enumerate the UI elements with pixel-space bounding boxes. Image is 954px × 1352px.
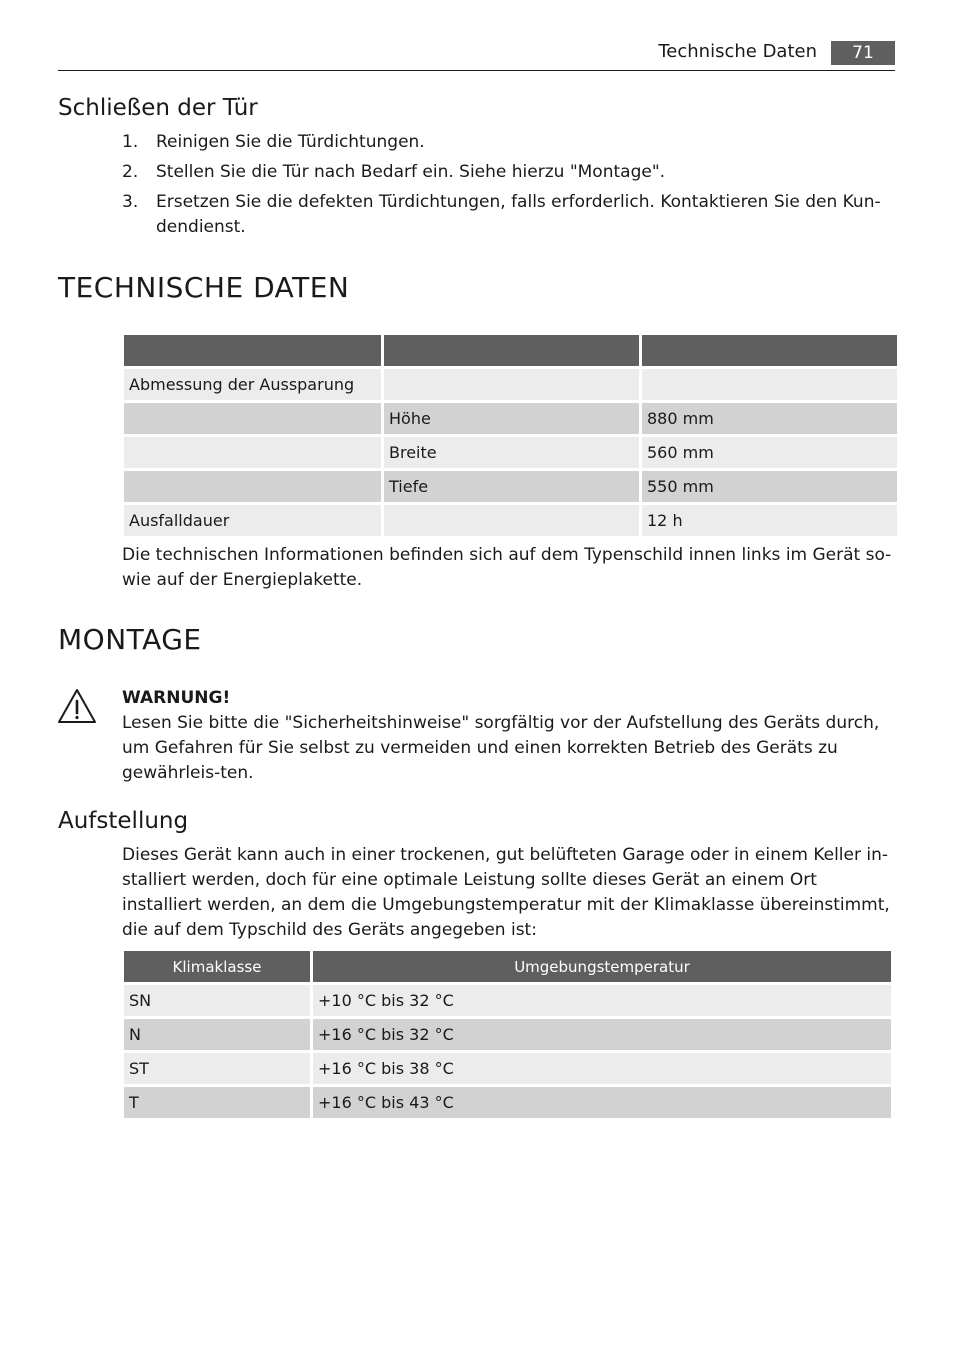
table-cell xyxy=(642,369,897,400)
table-row xyxy=(124,403,897,434)
page-number: 71 xyxy=(831,41,895,65)
list-item xyxy=(122,130,894,155)
table-cell: N xyxy=(124,1019,310,1050)
closing-heading: Schließen der Tür xyxy=(58,95,258,121)
table-header-cell xyxy=(642,335,897,366)
table-row xyxy=(124,437,897,468)
table-cell: 12 h xyxy=(642,505,897,536)
table-cell: Höhe xyxy=(384,403,639,434)
table-cell xyxy=(384,505,639,536)
step-text: Reinigen Sie die Türdichtungen. xyxy=(156,132,425,152)
tech-data-table xyxy=(121,332,900,539)
table-header-cell: Umgebungstemperatur xyxy=(313,951,891,982)
header-section-title: Technische Daten xyxy=(658,41,817,62)
climate-class-table xyxy=(121,948,894,1121)
table-row xyxy=(124,1087,891,1118)
warning-title: WARNUNG! xyxy=(122,688,231,708)
table-cell xyxy=(124,437,381,468)
closing-steps-list xyxy=(122,130,894,245)
table-cell: Tiefe xyxy=(384,471,639,502)
table-cell: +16 °C bis 32 °C xyxy=(313,1019,891,1050)
table-cell: Abmessung der Aussparung xyxy=(124,369,381,400)
aufstellung-heading: Aufstellung xyxy=(58,808,189,834)
step-number: 2. xyxy=(122,162,139,182)
table-header-row xyxy=(124,951,891,982)
table-cell: T xyxy=(124,1087,310,1118)
table-cell xyxy=(124,471,381,502)
table-row xyxy=(124,985,891,1016)
tech-data-heading: TECHNISCHE DATEN xyxy=(58,271,350,304)
table-cell: Breite xyxy=(384,437,639,468)
table-header-cell xyxy=(124,335,381,366)
table-row xyxy=(124,1053,891,1084)
aufstellung-text: Dieses Gerät kann auch in einer trockenen, gut belüfteten Garage oder in einem Keller in-stalliert werden, doch für eine optimale Leistung sollte dieses Gerät an einem Ort installiert werden, an dem die Umgebungstemperatur mit der Klimaklasse übereinstimmt, die auf dem Typschild des Geräts angegeben ist: xyxy=(122,845,890,940)
step-text: Stellen Sie die Tür nach Bedarf ein. Siehe hierzu "Montage". xyxy=(156,162,666,182)
table-cell xyxy=(384,369,639,400)
table-cell: ST xyxy=(124,1053,310,1084)
table-row xyxy=(124,369,897,400)
step-number: 1. xyxy=(122,132,139,152)
table-cell: +16 °C bis 43 °C xyxy=(313,1087,891,1118)
page-header xyxy=(58,40,895,71)
table-row xyxy=(124,471,897,502)
table-cell xyxy=(124,403,381,434)
table-cell: 550 mm xyxy=(642,471,897,502)
table-cell: +16 °C bis 38 °C xyxy=(313,1053,891,1084)
table-cell: 880 mm xyxy=(642,403,897,434)
step-text: Ersetzen Sie die defekten Türdichtungen, falls erforderlich. Kontaktieren Sie den Kun-dendienst. xyxy=(156,192,881,237)
table-row xyxy=(124,505,897,536)
warning-icon xyxy=(57,688,97,724)
table-header-row xyxy=(124,335,897,366)
tech-data-note: Die technischen Informationen befinden sich auf dem Typenschild innen links im Gerät so-wie auf der Energieplakette. xyxy=(122,545,892,590)
table-cell: Ausfalldauer xyxy=(124,505,381,536)
table-cell: 560 mm xyxy=(642,437,897,468)
list-item xyxy=(122,190,894,240)
table-cell: +10 °C bis 32 °C xyxy=(313,985,891,1016)
step-number: 3. xyxy=(122,192,139,212)
table-header-cell xyxy=(384,335,639,366)
table-cell: SN xyxy=(124,985,310,1016)
table-row xyxy=(124,1019,891,1050)
warning-text: Lesen Sie bitte die "Sicherheitshinweise" sorgfältig vor der Aufstellung des Geräts durch, um Gefahren für Sie selbst zu vermeiden und einen korrekten Betrieb des Geräts zu gewährleis-ten. xyxy=(122,713,880,783)
table-header-cell: Klimaklasse xyxy=(124,951,310,982)
montage-heading: MONTAGE xyxy=(58,623,202,656)
list-item xyxy=(122,160,894,185)
